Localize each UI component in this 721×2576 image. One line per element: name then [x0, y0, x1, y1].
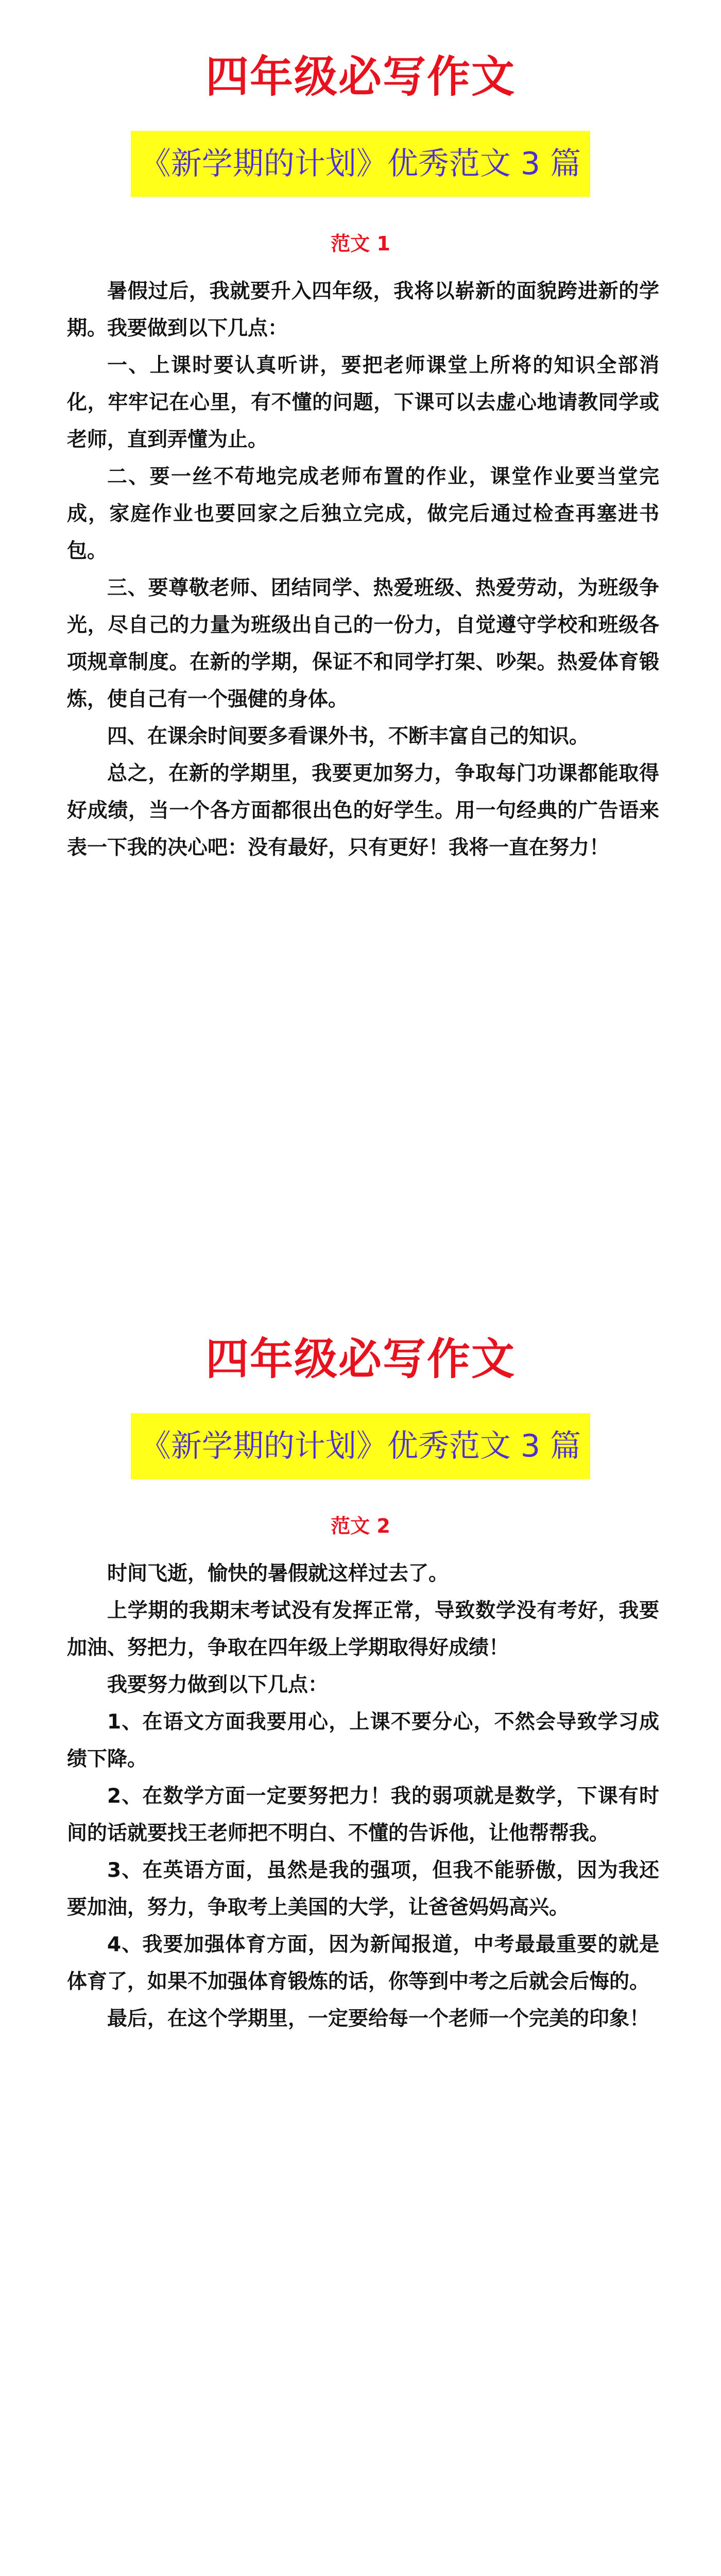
- paragraph: 我要努力做到以下几点：: [107, 1673, 329, 1697]
- paragraph: 暑假过后，我就要升入四年级，我将以崭新的面貌跨进新的学期。我要做到以下几点：: [67, 280, 659, 340]
- paragraph: 3、在英语方面，虽然是我的强项，但我不能骄傲，因为我还要加油，努力，争取考上美国的大学，让爸爸妈妈高兴。: [67, 1859, 659, 1919]
- page-title: 四年级必写作文: [205, 1334, 516, 1384]
- essay-page-2: [0, 1282, 721, 2565]
- page-title: 四年级必写作文: [205, 52, 516, 102]
- paragraph: 四、在课余时间要多看课外书，不断丰富自己的知识。: [107, 725, 590, 748]
- paragraph: 1、在语文方面我要用心，上课不要分心，不然会导致学习成绩下降。: [67, 1710, 659, 1771]
- essay-body: [67, 273, 659, 867]
- subtitle: 《新学期的计划》优秀范文 3 篇: [140, 146, 581, 182]
- subtitle-banner: [131, 1413, 590, 1479]
- paragraph: 三、要尊敬老师、团结同学、热爱班级、热爱劳动，为班级争光，尽自己的力量为班级出自己的一份力，自觉遵守学校和班级各项规章制度。在新的学期，保证不和同学打架、吵架。热爱体育锻炼，使自己有一个强健的身体。: [67, 577, 659, 711]
- essay-body: [67, 1555, 659, 2038]
- paragraph: 二、要一丝不苟地完成老师布置的作业，课堂作业要当堂完成，家庭作业也要回家之后独立完成，做完后通过检查再塞进书包。: [67, 465, 659, 563]
- paragraph: 上学期的我期末考试没有发挥正常，导致数学没有考好，我要加油、努把力，争取在四年级上学期取得好成绩！: [67, 1599, 659, 1659]
- essay-label: 范文 1: [331, 232, 390, 255]
- paragraph: 总之，在新的学期里，我要更加努力，争取每门功课都能取得好成绩，当一个各方面都很出色的好学生。用一句经典的广告语来表一下我的决心吧：没有最好，只有更好！我将一直在努力！: [67, 762, 659, 859]
- essay-page-3: [0, 2565, 721, 2576]
- essay-label: 范文 2: [331, 1515, 390, 1537]
- paragraph: 一、上课时要认真听讲，要把老师课堂上所将的知识全部消化，牢牢记在心里，有不懂的问题，下课可以去虚心地请教同学或老师，直到弄懂为止。: [67, 354, 659, 451]
- paragraph: 4、我要加强体育方面，因为新闻报道，中考最最重要的就是体育了，如果不加强体育锻炼的话，你等到中考之后就会后悔的。: [67, 1933, 659, 1993]
- subtitle-banner: [131, 131, 590, 197]
- essay-page-1: [0, 0, 721, 1282]
- subtitle: 《新学期的计划》优秀范文 3 篇: [140, 1428, 581, 1464]
- paragraph: 时间飞逝，愉快的暑假就这样过去了。: [107, 1562, 449, 1585]
- paragraph: 2、在数学方面一定要努把力！我的弱项就是数学，下课有时间的话就要找王老师把不明白、不懂的告诉他，让他帮帮我。: [67, 1785, 659, 1845]
- paragraph: 最后，在这个学期里，一定要给每一个老师一个完美的印象！: [107, 2007, 650, 2030]
